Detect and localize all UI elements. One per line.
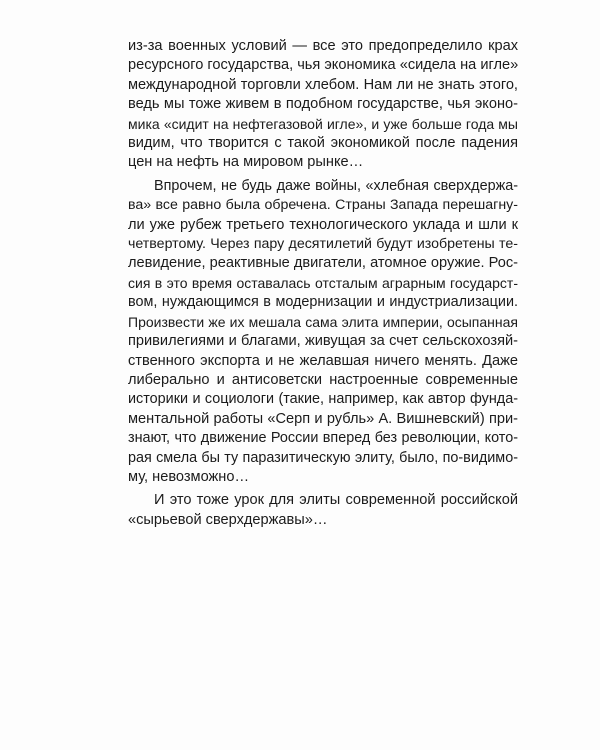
paragraph-2	[128, 177, 518, 488]
text-line: му, невозможно…	[128, 468, 250, 485]
text-line: привилегиями и благами, живущая за счет сельскохозяй-	[128, 333, 518, 350]
text-line: цен на нефть на мировом рынке…	[128, 154, 364, 171]
text-line: историки и социологи (такие, например, как автор фунда-	[128, 391, 518, 408]
text-line: ва» все равно была обречена. Страны Запада перешагну-	[128, 197, 518, 214]
text-line: либерально и антисоветски настроенные современные	[128, 371, 518, 388]
text-line: И это тоже урок для элиты современной российской	[154, 492, 518, 509]
paragraph-1	[128, 37, 518, 173]
text-line: четвертому. Через пару десятилетий будут изобретены те-	[128, 236, 518, 253]
text-line: из-за военных условий — все это предопределило крах	[128, 38, 518, 54]
text-line: вом, нуждающимся в модернизации и индустриализации.	[128, 294, 518, 311]
text-line: международной торговли хлебом. Нам ли не знать этого,	[128, 76, 518, 93]
text-line: «сырьевой сверхдержавы»…	[128, 511, 328, 528]
body-text	[128, 37, 518, 534]
text-line: видим, что творится с такой экономикой после падения	[128, 135, 518, 152]
text-line: ведь мы тоже живем в подобном государстве, чья эконо-	[128, 96, 518, 113]
text-line: ментальной работы «Серп и рубль» А. Вишневский) при-	[128, 410, 518, 427]
text-line: мика «сидит на нефтегазовой игле», и уже больше года мы	[128, 115, 518, 132]
text-line: Произвести же их мешала сама элита империи, осыпанная	[128, 313, 518, 330]
text-line: левидение, реактивные двигатели, атомное оружие. Рос-	[128, 255, 518, 272]
text-line: знают, что движение России вперед без революции, кото-	[128, 430, 518, 447]
text-line: ресурсного государства, чья экономика «сидела на игле»	[128, 57, 519, 74]
text-line: Впрочем, не будь даже войны, «хлебная сверхдержа-	[154, 177, 518, 194]
text-line: рая смела бы ту паразитическую элиту, было, по-видимо-	[128, 449, 518, 466]
text-line: ственного экспорта и не желавшая ничего менять. Даже	[128, 352, 518, 369]
paragraph-3	[128, 491, 518, 530]
text-line: ли уже рубеж третьего технологического уклада и шли к	[128, 216, 518, 233]
text-line: сия в это время оставалась отсталым аграрным государст-	[128, 274, 518, 291]
